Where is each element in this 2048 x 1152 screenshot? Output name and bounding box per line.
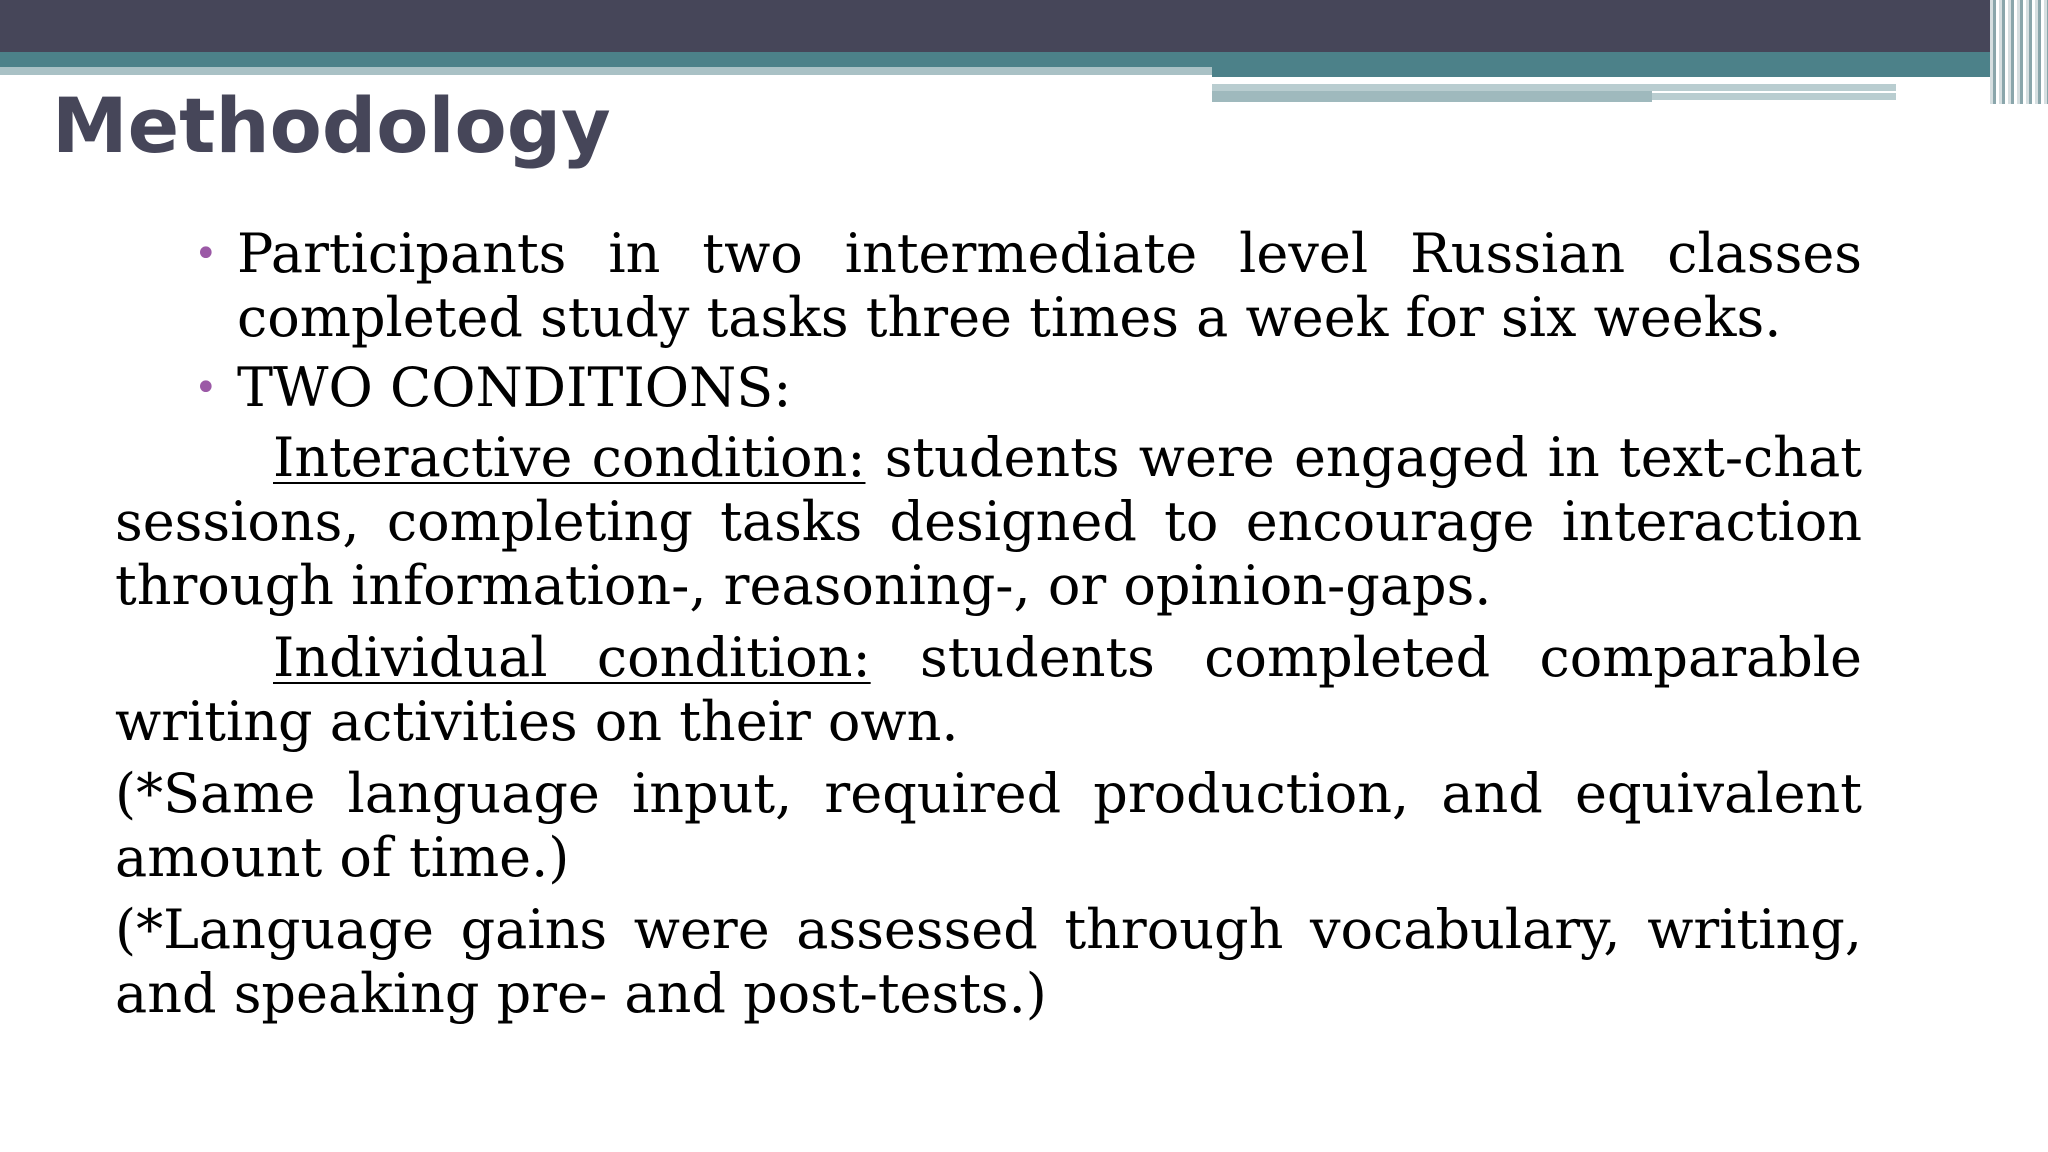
slide-title: Methodology <box>52 81 611 170</box>
header-band-light <box>0 67 1212 75</box>
bullet-item <box>176 222 1862 350</box>
condition-text: students completed comparable writing activities on their own. <box>115 626 1862 753</box>
header-band-teal <box>0 52 2048 67</box>
header-accent-line <box>1652 93 1896 100</box>
condition-label: Individual condition: <box>273 626 871 689</box>
condition-text: students were engaged in text-chat sessions, completing tasks designed to encourage interaction through information-, reasoning-, or opinion-gaps. <box>115 426 1862 617</box>
header-accent-line <box>1212 91 1652 102</box>
header-band-dark <box>0 0 2048 52</box>
bullet-item <box>176 356 1862 420</box>
bullet-text: Participants in two intermediate level Russian classes completed study tasks three times a week for six weeks. <box>237 222 1862 349</box>
bullet-text: TWO CONDITIONS: <box>237 356 792 419</box>
interactive-condition-paragraph <box>115 426 1862 618</box>
header-band-teal-extension <box>1212 67 2048 77</box>
note-paragraph: (*Language gains were assessed through vocabulary, writing, and speaking pre- and post-tests.) <box>115 898 1862 1025</box>
note-paragraph: (*Same language input, required production, and equivalent amount of time.) <box>115 762 1862 889</box>
bullet-dot-icon: • <box>194 365 218 411</box>
header-stripes <box>1990 0 2048 104</box>
header-accent-line <box>1212 84 1896 91</box>
slide-body <box>115 222 1862 1034</box>
condition-label: Interactive condition: <box>273 426 866 489</box>
individual-condition-paragraph <box>115 626 1862 754</box>
bullet-dot-icon: • <box>194 231 218 277</box>
